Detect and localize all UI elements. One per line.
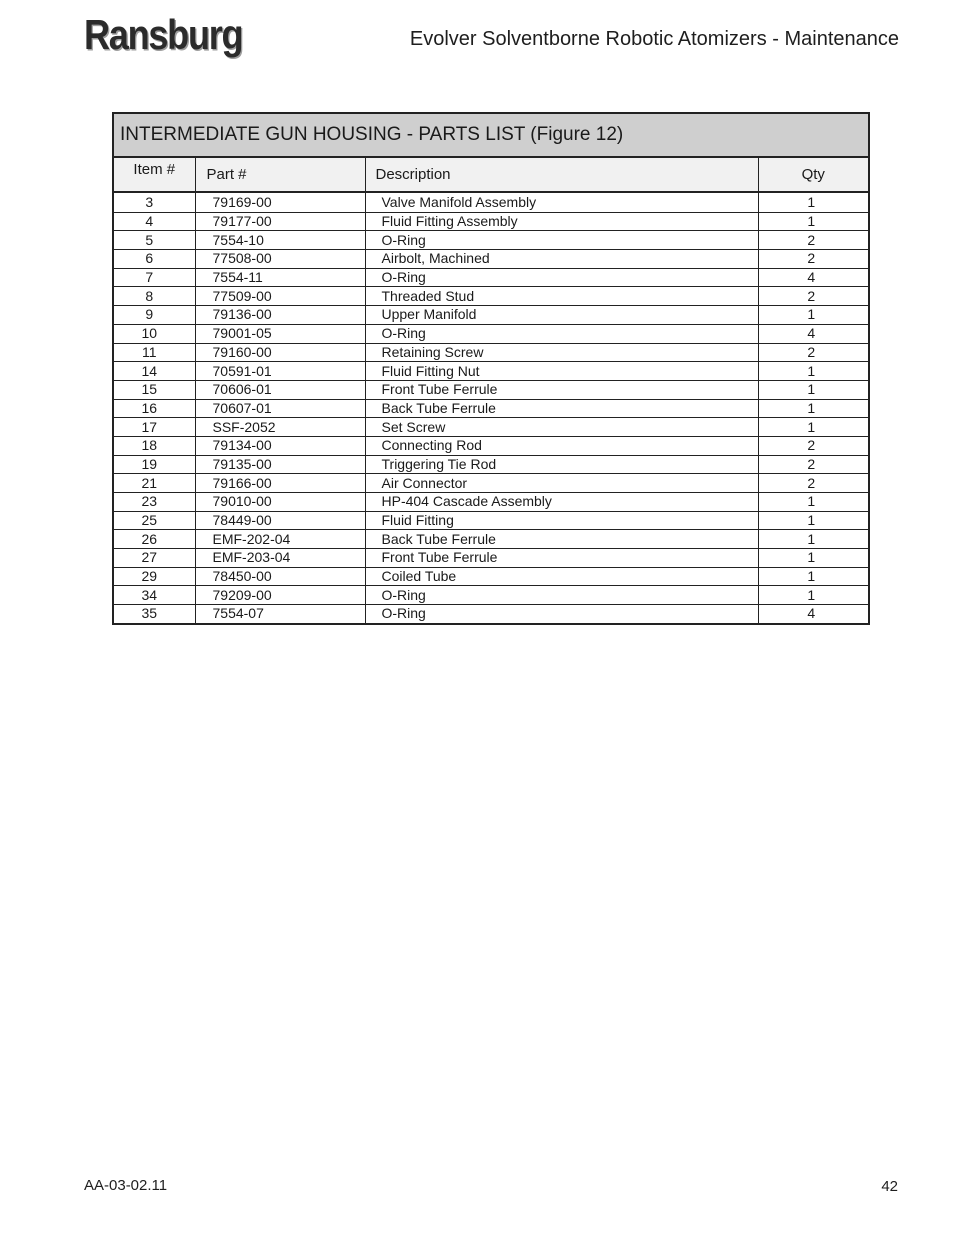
cell-description: O-Ring — [365, 324, 758, 343]
cell-qty: 1 — [758, 362, 869, 381]
cell-item: 21 — [113, 474, 195, 493]
table-row — [113, 455, 869, 474]
cell-description: Fluid Fitting Assembly — [365, 212, 758, 231]
table-title: INTERMEDIATE GUN HOUSING - PARTS LIST (Figure 12) — [113, 113, 869, 157]
cell-part-number: 7554-07 — [195, 605, 365, 624]
document-title: Evolver Solventborne Robotic Atomizers - Maintenance — [409, 28, 899, 50]
cell-description: Air Connector — [365, 474, 758, 493]
table-row — [113, 605, 869, 624]
cell-qty: 4 — [758, 324, 869, 343]
cell-qty: 4 — [758, 605, 869, 624]
cell-part-number: 70606-01 — [195, 380, 365, 399]
page-number: 42 — [881, 1178, 898, 1195]
cell-qty: 2 — [758, 474, 869, 493]
cell-description: Front Tube Ferrule — [365, 549, 758, 568]
cell-part-number: 79136-00 — [195, 306, 365, 325]
cell-item: 14 — [113, 362, 195, 381]
table-row — [113, 380, 869, 399]
cell-qty: 2 — [758, 455, 869, 474]
cell-part-number: SSF-2052 — [195, 418, 365, 437]
cell-qty: 2 — [758, 231, 869, 250]
cell-qty: 1 — [758, 511, 869, 530]
cell-item: 11 — [113, 343, 195, 362]
cell-qty: 1 — [758, 399, 869, 418]
cell-item: 35 — [113, 605, 195, 624]
cell-part-number: 79177-00 — [195, 212, 365, 231]
cell-qty: 1 — [758, 530, 869, 549]
table-row — [113, 549, 869, 568]
table-row — [113, 250, 869, 269]
cell-qty: 1 — [758, 192, 869, 212]
cell-qty: 1 — [758, 212, 869, 231]
table-row — [113, 530, 869, 549]
cell-description: Triggering Tie Rod — [365, 455, 758, 474]
cell-qty: 1 — [758, 567, 869, 586]
cell-item: 34 — [113, 586, 195, 605]
table-row — [113, 511, 869, 530]
cell-qty: 4 — [758, 268, 869, 287]
cell-item: 25 — [113, 511, 195, 530]
table-row — [113, 474, 869, 493]
cell-description: Valve Manifold Assembly — [365, 192, 758, 212]
parts-list-table — [112, 112, 870, 625]
cell-item: 19 — [113, 455, 195, 474]
table-row — [113, 418, 869, 437]
cell-item: 10 — [113, 324, 195, 343]
cell-part-number: 70591-01 — [195, 362, 365, 381]
cell-part-number: 79166-00 — [195, 474, 365, 493]
cell-description: O-Ring — [365, 586, 758, 605]
cell-part-number: 79160-00 — [195, 343, 365, 362]
table-row — [113, 399, 869, 418]
cell-description: HP-404 Cascade Assembly — [365, 493, 758, 512]
cell-part-number: 79209-00 — [195, 586, 365, 605]
cell-part-number: EMF-203-04 — [195, 549, 365, 568]
cell-qty: 1 — [758, 306, 869, 325]
cell-part-number: 7554-11 — [195, 268, 365, 287]
cell-part-number: EMF-202-04 — [195, 530, 365, 549]
table-row — [113, 212, 869, 231]
cell-item: 7 — [113, 268, 195, 287]
table-row — [113, 306, 869, 325]
cell-description: Back Tube Ferrule — [365, 530, 758, 549]
cell-item: 15 — [113, 380, 195, 399]
cell-part-number: 79169-00 — [195, 192, 365, 212]
ransburg-logo: Ransburg — [84, 11, 243, 58]
table-row — [113, 567, 869, 586]
cell-description: Airbolt, Machined — [365, 250, 758, 269]
table-row — [113, 343, 869, 362]
cell-item: 9 — [113, 306, 195, 325]
cell-item: 17 — [113, 418, 195, 437]
cell-qty: 2 — [758, 436, 869, 455]
document-number: AA-03-02.11 — [84, 1177, 168, 1194]
cell-qty: 1 — [758, 418, 869, 437]
cell-item: 27 — [113, 549, 195, 568]
cell-description: Upper Manifold — [365, 306, 758, 325]
table-row — [113, 287, 869, 306]
cell-item: 5 — [113, 231, 195, 250]
cell-description: Retaining Screw — [365, 343, 758, 362]
cell-description: Threaded Stud — [365, 287, 758, 306]
table-row — [113, 362, 869, 381]
cell-part-number: 79135-00 — [195, 455, 365, 474]
cell-description: O-Ring — [365, 268, 758, 287]
cell-description: O-Ring — [365, 605, 758, 624]
cell-description: Front Tube Ferrule — [365, 380, 758, 399]
cell-part-number: 79010-00 — [195, 493, 365, 512]
cell-qty: 1 — [758, 549, 869, 568]
table-row — [113, 268, 869, 287]
column-header-qty: Qty — [758, 157, 869, 192]
cell-item: 8 — [113, 287, 195, 306]
cell-description: Fluid Fitting — [365, 511, 758, 530]
cell-part-number: 78449-00 — [195, 511, 365, 530]
parts-table-body — [113, 192, 869, 624]
cell-qty: 2 — [758, 343, 869, 362]
cell-part-number: 77508-00 — [195, 250, 365, 269]
cell-qty: 2 — [758, 250, 869, 269]
cell-part-number: 78450-00 — [195, 567, 365, 586]
table-row — [113, 192, 869, 212]
cell-part-number: 77509-00 — [195, 287, 365, 306]
cell-qty: 1 — [758, 586, 869, 605]
cell-description: Back Tube Ferrule — [365, 399, 758, 418]
column-header-part: Part # — [195, 157, 365, 192]
cell-item: 4 — [113, 212, 195, 231]
table-row — [113, 586, 869, 605]
cell-item: 26 — [113, 530, 195, 549]
cell-part-number: 70607-01 — [195, 399, 365, 418]
cell-item: 23 — [113, 493, 195, 512]
cell-description: Connecting Rod — [365, 436, 758, 455]
cell-part-number: 79001-05 — [195, 324, 365, 343]
cell-item: 3 — [113, 192, 195, 212]
cell-part-number: 7554-10 — [195, 231, 365, 250]
cell-qty: 1 — [758, 380, 869, 399]
cell-description: Fluid Fitting Nut — [365, 362, 758, 381]
column-header-description: Description — [365, 157, 758, 192]
cell-description: Coiled Tube — [365, 567, 758, 586]
cell-description: O-Ring — [365, 231, 758, 250]
cell-qty: 2 — [758, 287, 869, 306]
table-row — [113, 493, 869, 512]
table-row — [113, 436, 869, 455]
column-header-item: Item # — [113, 157, 195, 192]
cell-qty: 1 — [758, 493, 869, 512]
cell-item: 29 — [113, 567, 195, 586]
cell-item: 18 — [113, 436, 195, 455]
cell-description: Set Screw — [365, 418, 758, 437]
cell-part-number: 79134-00 — [195, 436, 365, 455]
cell-item: 6 — [113, 250, 195, 269]
table-row — [113, 231, 869, 250]
cell-item: 16 — [113, 399, 195, 418]
table-row — [113, 324, 869, 343]
